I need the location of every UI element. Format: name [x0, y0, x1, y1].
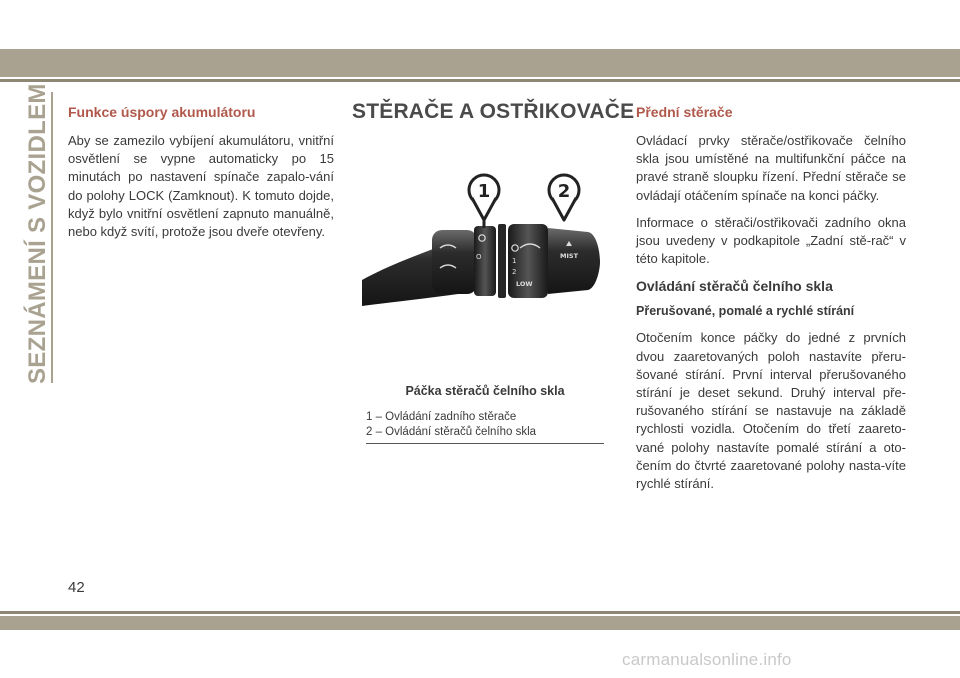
- footer-rule: [0, 611, 960, 614]
- windshield-wiper-control-heading: Ovládání stěračů čelního skla: [636, 278, 833, 295]
- label-mist: MIST: [560, 252, 579, 260]
- stalk-grip: [432, 230, 477, 294]
- header-band: [0, 49, 960, 77]
- side-title-underline: [51, 92, 53, 383]
- battery-saver-heading: Funkce úspory akumulátoru: [68, 104, 256, 120]
- wipe-modes-heading: Přerušované, pomalé a rychlé stírání: [636, 304, 855, 319]
- column-battery-saver: [68, 104, 334, 250]
- front-wipers-heading: Přední stěrače: [636, 104, 733, 120]
- caption-item-2: 2 – Ovládání stěračů čelního skla: [366, 426, 537, 438]
- caption-rule: [366, 443, 604, 444]
- battery-saver-text: Aby se zamezilo vybíjení akumulátoru, vnitřní osvětlení se vypne automaticky po 15 minutách po nastavení spínače zapalo-vání do polohy LOCK (Zamknout). K tomuto dojde, když bylo vnitřní osvětlení zapnuto manuálně, nebo když svítí, protože jsou dveře otevřeny.: [68, 133, 334, 240]
- chapter-title: STĚRAČE A OSTŘIKOVAČE: [352, 100, 635, 123]
- column-wipers: [352, 100, 635, 124]
- section-side-title: SEZNÁMENÍ S VOZIDLEM: [24, 83, 51, 384]
- front-wipers-para-1: Ovládací prvky stěrače/ostřikovače čelního skla jsou umístěné na multifunkční páčce na pravé straně sloupku řízení. Přední stěrače se ovládají otáčením spínače na konci páčky.: [636, 133, 906, 203]
- wiper-stalk-illustration: [362, 168, 604, 310]
- front-wipers-para-2: Informace o stěrači/ostřikovači zadního okna jsou uvedeny v podkapitole „Zadní stě-rač“ v této kapitole.: [636, 214, 906, 267]
- callout-1-number: 1: [477, 181, 491, 202]
- header-rule: [0, 79, 960, 82]
- label-1: 1: [512, 257, 517, 265]
- column-front-wipers: [636, 104, 906, 502]
- label-o: O: [476, 253, 482, 261]
- caption-item-1: 1 – Ovládání zadního stěrače: [366, 411, 517, 423]
- wipe-modes-text: Otočením konce páčky do jedné z prvních dvou zaaretovaných poloh nastavíte přeru-šované stírání. První interval přerušovaného stírání je deset sekund. Druhý interval pře-rušovaného stírání se nastavuje na základě rychlosti vozidla. Otočením do třetí zaareto-vané polohy nastavíte pomalé stírání a oto-čením do čtvrté zaaretované polohy nasta-víte rychlé stírání.: [636, 330, 906, 492]
- ring-divider: [498, 224, 506, 298]
- footer-band: [0, 616, 960, 630]
- figure-caption: [366, 384, 604, 440]
- wiper-stalk-figure: [362, 168, 604, 310]
- callout-2-number: 2: [557, 181, 571, 202]
- label-2: 2: [512, 268, 517, 276]
- watermark: carmanualsonline.info: [622, 650, 792, 669]
- caption-title: Páčka stěračů čelního skla: [405, 384, 565, 398]
- page-number: 42: [68, 579, 85, 596]
- stalk-end-cap: [548, 228, 600, 294]
- label-low: LOW: [516, 280, 533, 288]
